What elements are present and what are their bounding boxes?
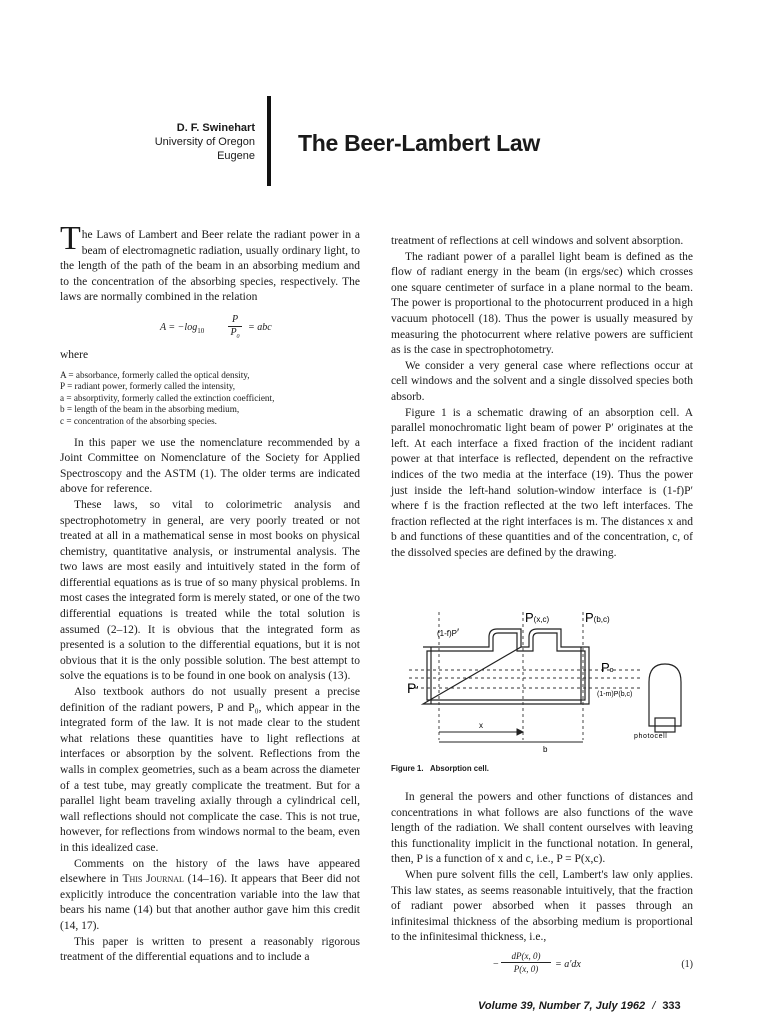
paragraph: In general the powers and other functions of distances and concentrations in what follows are also functions of the wave length of the radiation. We shall content ourselves with leaving this functionality implicit in the functional notation. In general, then, P is a function of x and c, i.e., P = P(x,c). [391, 791, 693, 866]
paragraph: Comments on the history of the laws have appeared elsewhere in This Journal (14–16). It appears that Beer did not explicitly introduce the concentration variable into the law that bears his name (14) but that another author gave him this credit (14, 17). [60, 857, 360, 932]
title-rule [267, 96, 271, 186]
paragraph: Also textbook authors do not usually present a precise definition of the radiant powers, P and P₀, which appear in the integrated form of the law. It is not made clear to the student what relations these quantities have to light reflections at interfaces or absorption by the solvent. Reflections from the walls in complex geometries, such as a beam across the diameter of a test tube, may greatly complicate the treatment. But for a parallel light beam traveling axially through a cylindrical cell, wall reflections should not complicate the case. This is not true, however, for reflections from windows normal to the beam, even in this idealized case. [60, 686, 360, 854]
paragraph: When pure solvent fills the cell, Lambert's law only applies. This law states, as seems reasonable intuitively, that the fraction of radiant power absorbed when it passes through an infinitesimal thickness of the absorbing medium is proportional to the infinitesimal thickness, i.e., [391, 868, 693, 944]
author-block [110, 121, 255, 163]
equation-main: $A = -\log_{10}$ P $P_0$ = abc [160, 313, 272, 340]
label-reflected: (1-m)P(b,c) [597, 691, 633, 698]
label-pprime: P′ [407, 680, 419, 696]
definition-item: P = radiant power, formerly called the intensity, [60, 381, 236, 392]
author-city: Eugene [217, 150, 255, 162]
page-title: The Beer-Lambert Law [298, 130, 540, 156]
paragraph: Figure 1 is a schematic drawing of an absorption cell. A parallel monochromatic light beam of power P′ originates at the left. At each interface a fixed fraction of the incident radiant power at that interface is reflected, dependent on the refractive indices of the two media at the interface (19). Thus the power just inside the left-hand solution-window interface is (1-f)P′ where f is the fraction reflected at the two left interfaces. The fraction reflected at the right interfaces is m. The distances x and b and functions of these quantities and of the concentration, c, of the dissolved species are defined by the drawing. [391, 406, 693, 559]
paragraph: These laws, so vital to colorimetric analysis and spectrophotometry in general, are very poorly treated or not treated at all in a mathematical sense in most books on physical chemistry, quantitative analysis, or instrumental analysis. The two laws are most easily and intuitively stated in the form of differential equations as is true of so many physical problems. In most cases the integrated form is merely stated, or one of the two differential equations is treated while the total solution is assumed (2–12). It is obvious that the integrated form as presented is a solution to the differential equations, but it is not obvious that it is the only possible solution. The best attempt to solve the equations is to be found in one book on analysis (13). [60, 498, 360, 683]
label-x: x [479, 721, 483, 730]
equation-number: (1) [681, 958, 693, 970]
author-affiliation: University of Oregon [154, 136, 255, 148]
paragraph: treatment of reflections at cell windows and solvent absorption. [391, 235, 684, 247]
definition-list [60, 370, 360, 428]
definition-item: b = length of the beam in the absorbing medium, [60, 404, 240, 415]
journal-volume: Volume 39, Number 7, July 1962 [478, 1000, 646, 1012]
definition-item: c = concentration of the absorbing species. [60, 415, 217, 426]
definition-item: a = absorptivity, formerly called the extinction coefficient, [60, 392, 275, 403]
intro-paragraph: The Laws of Lambert and Beer relate the radiant power in a beam of electromagnetic radiation, usually ordinary light, to the length of the path of the beam in an absorbing medium and to the concentration of the absorbing species, respectively. The laws are normally combined in the relation [60, 220, 360, 304]
where-label: where [60, 348, 89, 361]
paragraph: The radiant power of a parallel light beam is defined as the flow of radiant energy in the beam (in ergs/sec) which crosses one square centimeter of surface in a plane normal to the beam. The power is proportional to the photocurrent produced in a high vacuum photocell (18). Thus the power is usually measured by measuring the photocurrent where relative powers are sufficient as is the case in spectrophotometry. [391, 250, 693, 357]
drop-cap: T [60, 220, 81, 257]
figure-caption: Figure 1. Absorption cell. [391, 764, 489, 773]
paragraph: We consider a very general case where reflections occur at cell windows and the solvent and a single dissolved species both absorb. [391, 359, 693, 403]
photocell-icon [649, 664, 681, 726]
page-footer: Volume 39, Number 7, July 1962 / 333 [478, 1000, 681, 1012]
label-pxc: P(x,c) [525, 610, 550, 625]
right-column-bottom [391, 790, 693, 980]
journal-name: This Journal [122, 873, 184, 886]
definition-item: A = absorbance, formerly called the optical density, [60, 369, 250, 380]
label-left-power: (1-f)P′ [437, 627, 460, 639]
label-pbc: P(b,c) [585, 610, 610, 625]
page-number: 333 [662, 1000, 681, 1012]
left-column [60, 220, 360, 966]
paragraph: In this paper we use the nomenclature recommended by a Joint Committee on Nomenclature of the Society for Applied Spectroscopy and the ASTM (1). The older terms are indicated above for reference. [60, 436, 360, 496]
label-b: b [543, 745, 548, 754]
equation-1: − dP(x, 0) P(x, 0) = a′dx (1) [493, 950, 693, 974]
label-photocell: photocell [634, 733, 668, 740]
label-p0: Po [601, 660, 614, 675]
author-name: D. F. Swinehart [176, 122, 255, 134]
cell-outline [423, 629, 589, 704]
right-column-top [391, 234, 693, 561]
absorption-cell-figure [391, 600, 693, 770]
paragraph: This paper is written to present a reasonably rigorous treatment of the differential equations and to include a [60, 935, 360, 964]
